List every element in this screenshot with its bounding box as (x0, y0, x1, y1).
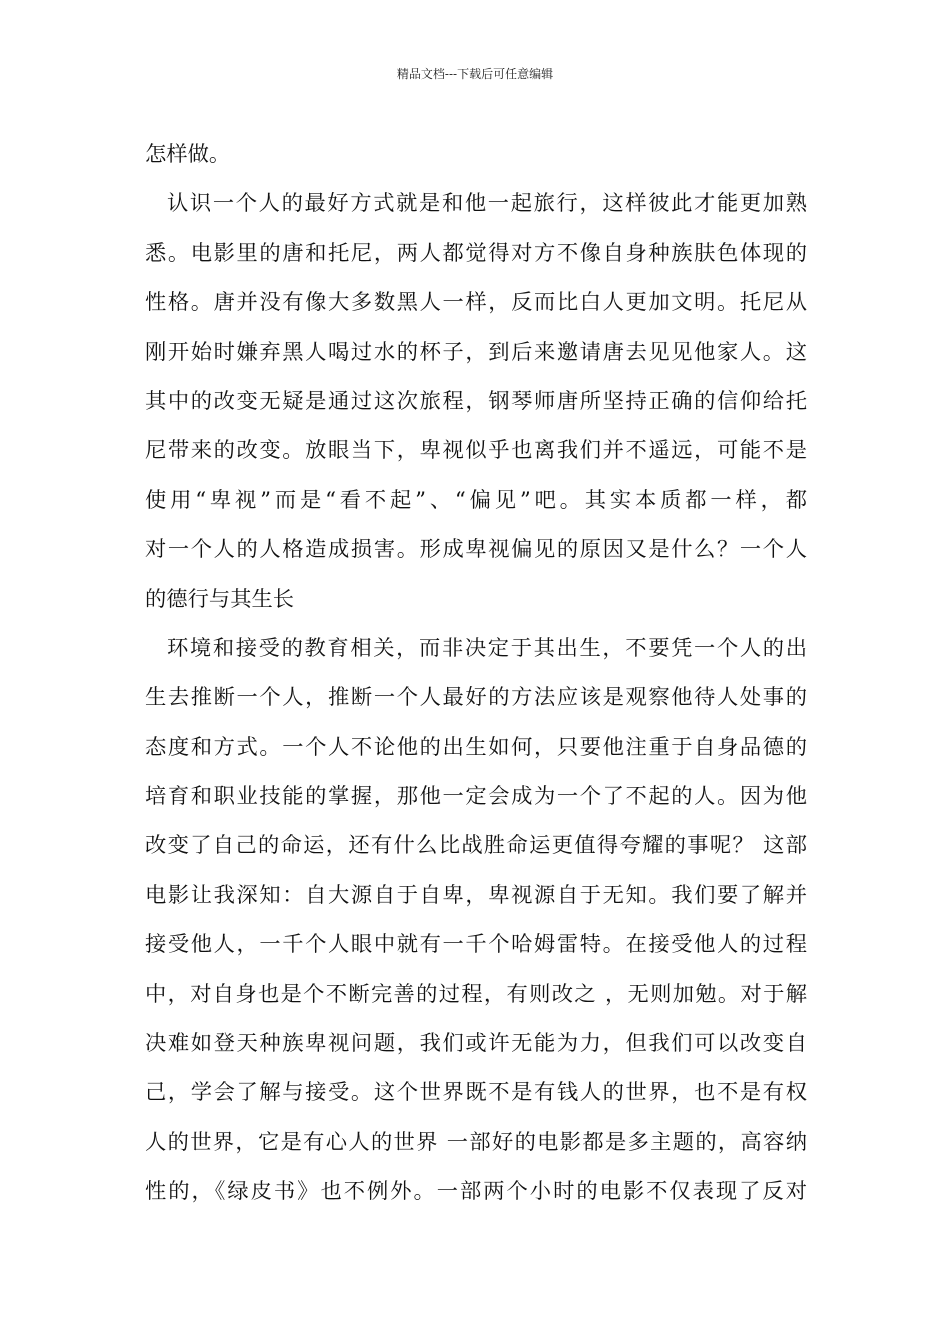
page-header: 精品文档---下载后可任意编辑 (396, 67, 554, 81)
text-line: 怎样做。 (145, 142, 231, 167)
text-line: 的德行与其生长 (145, 586, 295, 612)
text-line: 使用“卑视”而是“看不起”、“偏见”吧。其实本质都一样，都 (145, 487, 807, 513)
text-line: 悉。电影里的唐和托尼，两人都觉得对方不像自身种族肤色体现的 (145, 240, 807, 266)
text-line: 决难如登天种族卑视问题，我们或许无能为力，但我们可以改变自 (145, 1031, 807, 1057)
text-line: 培育和职业技能的掌握，那他一定会成为一个了不起的人。因为他 (145, 784, 807, 810)
text-line: 态度和方式。一个人不论他的出生如何，只要他注重于自身品德的 (145, 734, 807, 760)
text-line: 性的，《绿皮书》也不例外。一部两个小时的电影不仅表现了反对 (145, 1179, 807, 1205)
text-line: 中，对自身也是个不断完善的过程，有则改之 ，无则加勉。对于解 (145, 981, 807, 1007)
text-line: 尼带来的改变。放眼当下，卑视似乎也离我们并不遥远，可能不是 (145, 438, 807, 464)
text-line: 人的世界，它是有心人的世界 一部好的电影都是多主题的，高容纳 (145, 1129, 807, 1155)
text-line: 生去推断一个人，推断一个人最好的方法应该是观察他待人处事的 (145, 685, 807, 711)
text-line: 刚开始时嫌弃黑人喝过水的杯子，到后来邀请唐去见见他家人。这 (145, 339, 807, 365)
text-line: 己，学会了解与接受。这个世界既不是有钱人的世界，也不是有权 (145, 1080, 807, 1106)
document-body (145, 130, 807, 1217)
text-line: 对一个人的人格造成损害。形成卑视偏见的原因又是什么？一个人 (145, 537, 807, 563)
text-line: 接受他人，一千个人眼中就有一千个哈姆雷特。在接受他人的过程 (145, 932, 807, 958)
text-line: 性格。唐并没有像大多数黑人一样，反而比白人更加文明。托尼从 (145, 290, 807, 316)
text-line: 改变了自己的命运，还有什么比战胜命运更值得夸耀的事呢？ 这部 (145, 833, 807, 859)
text-line: 电影让我深知：自大源自于自卑，卑视源自于无知。我们要了解并 (145, 882, 807, 908)
text-line: 其中的改变无疑是通过这次旅程，钢琴师唐所坚持正确的信仰给托 (145, 388, 807, 414)
paragraph-first-line: 环境和接受的教育相关，而非决定于其出生，不要凭一个人的出 (167, 635, 807, 661)
paragraph-first-line: 认识一个人的最好方式就是和他一起旅行，这样彼此才能更加熟 (167, 191, 807, 217)
